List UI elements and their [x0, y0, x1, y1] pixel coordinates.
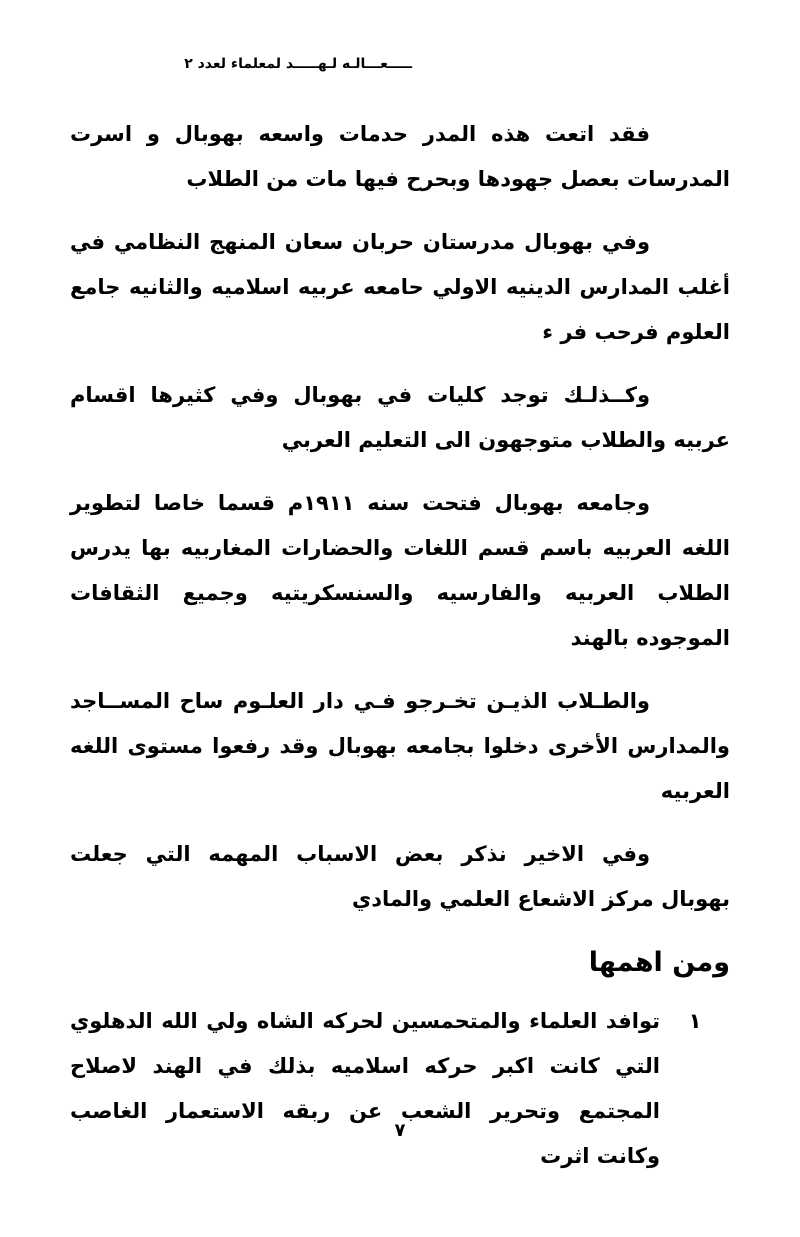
- running-header: ـــــعـــالـه لـهـــــد لمعلماء لعدد ٢: [184, 56, 412, 72]
- paragraph: فقد اتعت هذه المدر حدمات واسعه بهوبال و اسرت المدرسات بعصل جهودها وبحرح فيها مات من الطلاب: [70, 122, 730, 191]
- list-item-text: توافد العلماء والمتحمسين لحركه الشاه ولي الله الدهلوي التي كانت اكبر حركه اسلاميه بذلك في الهند لاصلاح المجتمع وتحرير الشعب عن ربقه الاستعمار الغاصب وكانت اثرت: [70, 1009, 660, 1168]
- body-text: [70, 112, 730, 1179]
- paragraph: والطـلاب الذيـن تخـرجو فـي دار العلـوم ساح المســاجد والمدارس الأخرى دخلوا بجامعه بهوبال وقد رفعوا مستوى اللغه العربيه: [70, 689, 730, 803]
- paragraph: وكــذلـك توجد كليات في بهوبال وفي كثيرها اقسام عربيه والطلاب متوجهون الى التعليم العربي: [70, 383, 730, 452]
- paragraph: وفي الاخير نذكر بعض الاسباب المهمه التي جعلت بهوبال مركز الاشعاع العلمي والمادي: [70, 842, 730, 911]
- list-item: [70, 999, 730, 1179]
- paragraph: وجامعه بهوبال فتحت سنه ١٩١١م قسما خاصا لتطوير اللغه العربيه باسم قسم اللغات والحضارات المغاربيه بها يدرس الطلاب العربيه والفارسيه والسنسكريتيه وجميع الثقافات الموجوده بالهند: [70, 491, 730, 650]
- page-number: ٧: [394, 1120, 406, 1141]
- paragraph: وفي بهوبال مدرستان حربان سعان المنهج النظامي في أغلب المدارس الدينيه الاولي حامعه عربيه اسلاميه والثانيه جامع العلوم فرحب فر ء: [70, 230, 730, 344]
- section-heading: ومن اهمها: [588, 947, 730, 978]
- list-item-number: ١: [688, 1009, 702, 1033]
